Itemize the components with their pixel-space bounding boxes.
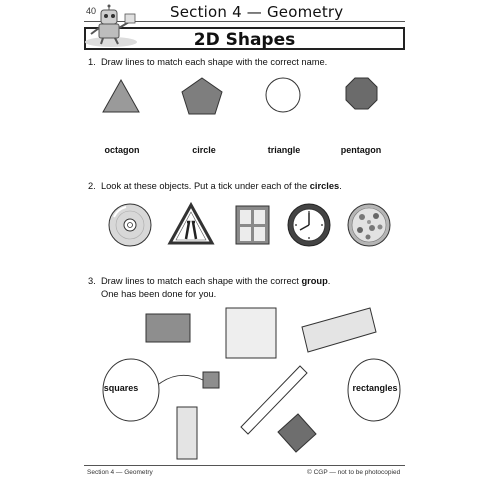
question-3-punct: . [327, 276, 331, 286]
name-label-octagon: octagon [104, 145, 140, 155]
circle-shape [266, 78, 300, 112]
footer-section: Section 4 — Geometry [87, 469, 153, 476]
dark-rotated-square-shape [278, 414, 316, 452]
pizza-icon [348, 204, 390, 246]
question-2-punct: . [339, 181, 342, 191]
question-2-text [88, 181, 342, 191]
name-label-pentagon: pentagon [340, 145, 382, 155]
q1-shapes [95, 70, 395, 125]
question-1-number: 1. [88, 57, 96, 67]
question-2-keyword: circles [309, 181, 340, 191]
clock-icon [288, 204, 330, 246]
example-match-line [159, 375, 203, 384]
question-3-instruction: Draw lines to match each shape with the correct [100, 276, 302, 286]
robot-mascot-icon [83, 4, 143, 48]
page-title: 2D Shapes [193, 30, 296, 50]
tilted-light-rectangle-shape [302, 308, 376, 352]
question-3-keyword: group [301, 276, 328, 286]
question-1-text [88, 57, 327, 67]
vertical-rectangle-shape [177, 407, 197, 459]
squares-label: squares [103, 383, 139, 393]
name-label-triangle: triangle [267, 145, 301, 155]
question-3-number: 3. [88, 276, 96, 286]
rectangles-label: rectangles [352, 383, 398, 393]
light-square-shape [226, 308, 276, 358]
name-label-circle: circle [192, 145, 216, 155]
question-1-instruction: Draw lines to match each shape with the correct name. [100, 57, 328, 67]
octagon-shape [346, 78, 377, 109]
question-2-instruction: Look at these objects. Put a tick under each of the [100, 181, 310, 191]
grey-rectangle-shape [146, 314, 190, 342]
q2-objects [100, 197, 400, 252]
question-3-text [88, 276, 330, 286]
page-number: 40 [86, 6, 97, 16]
road-sign-icon [170, 205, 212, 243]
footer-copyright: © CGP — not to be photocopied [307, 469, 401, 476]
section-title: Section 4 — Geometry [170, 3, 344, 21]
small-square-shape [203, 372, 219, 388]
question-3-subtext: One has been done for you. [101, 289, 217, 299]
footer-rule [84, 465, 405, 466]
pentagon-shape [182, 78, 222, 114]
window-icon [236, 206, 269, 244]
triangle-shape [103, 80, 139, 112]
cd-disc-icon [109, 204, 151, 246]
question-2-number: 2. [88, 181, 96, 191]
